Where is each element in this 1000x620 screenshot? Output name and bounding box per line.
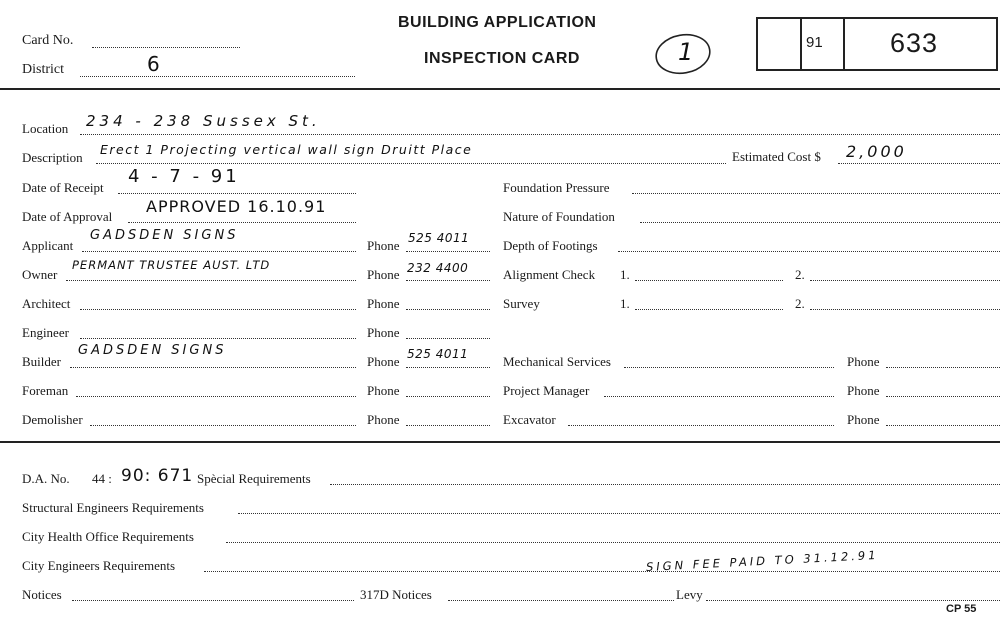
special-requirements-label: Spècial Requirements	[197, 471, 311, 486]
survey-label: Survey	[503, 296, 540, 311]
excavator-phone-field[interactable]	[886, 425, 1000, 426]
sign-fee-note: SIGN FEE PAID TO 31.12.91	[645, 547, 879, 574]
notices-317d-label: 317D Notices	[360, 587, 432, 602]
notices-field[interactable]	[72, 600, 354, 601]
demolisher-phone-field[interactable]	[406, 425, 490, 426]
applicant-phone-value: 525 4011	[408, 231, 470, 245]
engineer-phone-field[interactable]	[406, 338, 490, 339]
foreman-label: Foreman	[22, 383, 69, 398]
engineer-field[interactable]	[80, 338, 356, 339]
applicant-value: GADSDEN SIGNS	[90, 228, 239, 243]
project-manager-field[interactable]	[604, 396, 834, 397]
section-divider	[0, 441, 1000, 443]
city-health-field[interactable]	[226, 542, 1000, 543]
alignment-1-field[interactable]	[635, 280, 783, 281]
survey-1-label: 1.	[620, 296, 630, 311]
description-label: Description	[22, 150, 83, 165]
builder-phone-field[interactable]	[406, 367, 490, 368]
location-label: Location	[22, 121, 69, 136]
structural-label: Structural Engineers Requirements	[22, 500, 204, 515]
district-value: 6	[147, 52, 161, 76]
description-value: Erect 1 Projecting vertical wall sign Druitt Place	[100, 142, 473, 157]
owner-label: Owner	[22, 267, 58, 282]
builder-phone-label: Phone	[367, 354, 400, 369]
survey-2-label: 2.	[795, 296, 805, 311]
owner-phone-field[interactable]	[406, 280, 490, 281]
architect-phone-label: Phone	[367, 296, 400, 311]
estimated-cost-label: Estimated Cost $	[732, 149, 821, 164]
location-field[interactable]	[80, 134, 1000, 135]
excavator-label: Excavator	[503, 412, 556, 427]
city-engineers-field[interactable]	[204, 571, 1000, 572]
demolisher-phone-label: Phone	[367, 412, 400, 427]
title-line2: INSPECTION CARD	[424, 50, 580, 67]
survey-1-field[interactable]	[635, 309, 783, 310]
depth-footings-label: Depth of Footings	[503, 238, 598, 253]
applicant-field[interactable]	[82, 251, 356, 252]
card-no-field[interactable]	[92, 47, 240, 48]
card-year: 91	[806, 34, 823, 51]
owner-field[interactable]	[66, 280, 356, 281]
foreman-phone-field[interactable]	[406, 396, 490, 397]
nature-foundation-label: Nature of Foundation	[503, 209, 615, 224]
card-no-label: Card No.	[22, 33, 74, 48]
mechanical-phone-field[interactable]	[886, 367, 1000, 368]
card-number: 633	[890, 28, 939, 58]
owner-value: PERMANT TRUSTEE AUST. LTD	[72, 258, 271, 272]
approval-label: Date of Approval	[22, 209, 113, 224]
box-divider-2	[843, 19, 845, 69]
foreman-field[interactable]	[76, 396, 356, 397]
da-label: D.A. No.	[22, 471, 70, 486]
builder-label: Builder	[22, 354, 61, 369]
header-divider	[0, 88, 1000, 90]
receipt-value: 4 - 7 - 91	[128, 166, 240, 187]
engineer-phone-label: Phone	[367, 325, 400, 340]
district-field[interactable]	[80, 76, 355, 77]
builder-phone-value: 525 4011	[407, 347, 469, 361]
notices-label: Notices	[22, 587, 62, 602]
structural-field[interactable]	[238, 513, 1000, 514]
foreman-phone-label: Phone	[367, 383, 400, 398]
foundation-pressure-field[interactable]	[632, 193, 1000, 194]
alignment-2-label: 2.	[795, 267, 805, 282]
survey-2-field[interactable]	[810, 309, 1000, 310]
foundation-pressure-label: Foundation Pressure	[503, 180, 610, 195]
demolisher-field[interactable]	[90, 425, 356, 426]
applicant-phone-label: Phone	[367, 238, 400, 253]
da-prefix: 44 :	[92, 471, 112, 486]
description-field[interactable]	[96, 163, 726, 164]
builder-value: GADSDEN SIGNS	[78, 343, 227, 358]
levy-label: Levy	[676, 587, 703, 602]
depth-footings-field[interactable]	[618, 251, 1000, 252]
applicant-phone-field[interactable]	[406, 251, 490, 252]
alignment-1-label: 1.	[620, 267, 630, 282]
engineer-label: Engineer	[22, 325, 69, 340]
nature-foundation-field[interactable]	[640, 222, 1000, 223]
location-value: 234 - 238 Sussex St.	[86, 112, 321, 130]
receipt-label: Date of Receipt	[22, 180, 104, 195]
project-manager-phone-field[interactable]	[886, 396, 1000, 397]
demolisher-label: Demolisher	[22, 412, 83, 427]
project-manager-phone-label: Phone	[847, 383, 880, 398]
architect-phone-field[interactable]	[406, 309, 490, 310]
approval-value: APPROVED 16.10.91	[146, 197, 327, 216]
levy-field[interactable]	[706, 600, 1000, 601]
mechanical-field[interactable]	[624, 367, 834, 368]
circle-mark-value: 1	[678, 38, 695, 66]
architect-label: Architect	[22, 296, 71, 311]
owner-phone-label: Phone	[367, 267, 400, 282]
architect-field[interactable]	[80, 309, 356, 310]
estimated-cost-field[interactable]	[838, 163, 1000, 164]
da-value: 90: 671	[121, 466, 194, 486]
form-code: CP 55	[946, 603, 977, 615]
notices-317d-field[interactable]	[448, 600, 674, 601]
project-manager-label: Project Manager	[503, 383, 590, 398]
excavator-phone-label: Phone	[847, 412, 880, 427]
title-line1: BUILDING APPLICATION	[398, 14, 597, 31]
mechanical-phone-label: Phone	[847, 354, 880, 369]
district-label: District	[22, 62, 64, 77]
city-health-label: City Health Office Requirements	[22, 529, 194, 544]
approval-field[interactable]	[128, 222, 356, 223]
excavator-field[interactable]	[568, 425, 834, 426]
owner-phone-value: 232 4400	[407, 261, 469, 275]
receipt-field[interactable]	[118, 193, 356, 194]
alignment-label: Alignment Check	[503, 267, 596, 282]
special-requirements-field[interactable]	[330, 484, 1000, 485]
mechanical-label: Mechanical Services	[503, 354, 611, 369]
card-number-box	[756, 17, 998, 71]
applicant-label: Applicant	[22, 238, 74, 253]
builder-field[interactable]	[70, 367, 356, 368]
alignment-2-field[interactable]	[810, 280, 1000, 281]
box-divider-1	[800, 19, 802, 69]
estimated-cost-value: 2,000	[846, 142, 907, 161]
city-engineers-label: City Engineers Requirements	[22, 558, 176, 573]
